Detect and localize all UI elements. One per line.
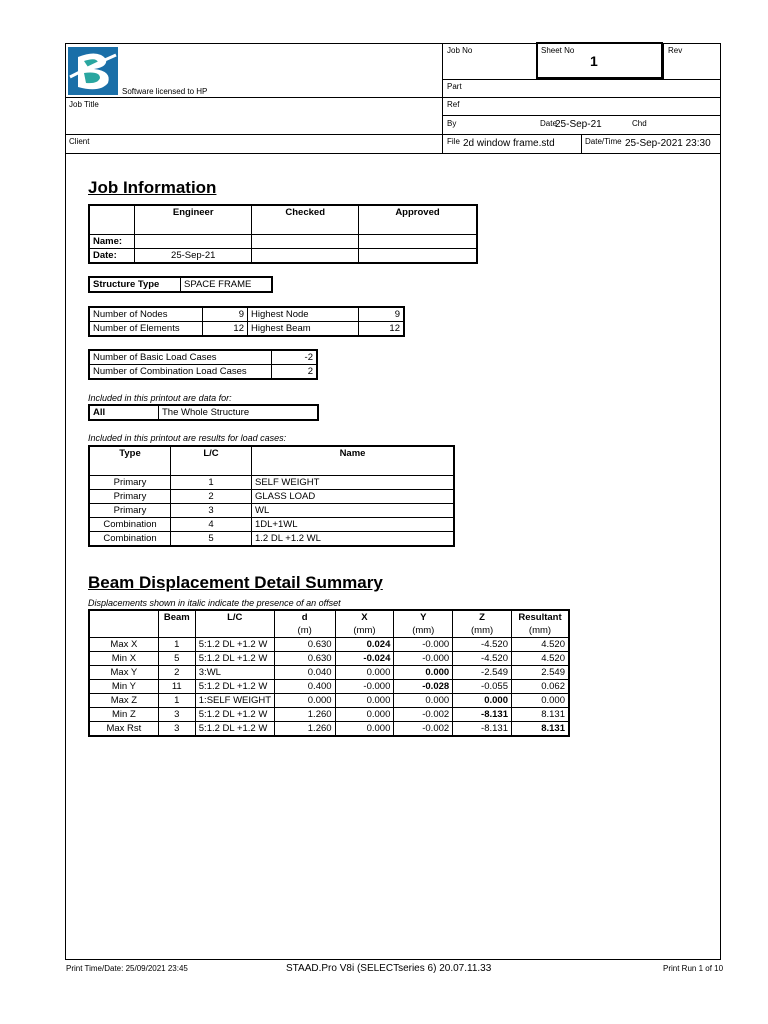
highest-beam-label: Highest Beam bbox=[248, 322, 359, 337]
datetime-label: Date/Time bbox=[585, 137, 622, 146]
job-info-corner bbox=[89, 205, 135, 235]
lc-name: GLASS LOAD bbox=[252, 490, 455, 504]
beam-disp-note: Displacements shown in italic indicate the presence of an offset bbox=[88, 598, 341, 608]
load-cases-table bbox=[88, 445, 455, 547]
bd-resultant: 8.131 bbox=[511, 708, 569, 722]
bd-beam: 5 bbox=[158, 652, 195, 666]
bd-unit-col: (mm) bbox=[394, 624, 453, 638]
bd-header-col: Y bbox=[394, 610, 453, 624]
lc-header-type: Type bbox=[89, 446, 171, 476]
date-approved bbox=[358, 249, 477, 264]
beam-disp-row bbox=[89, 652, 569, 666]
name-approved bbox=[358, 235, 477, 249]
bd-z: -4.520 bbox=[453, 652, 512, 666]
beam-disp-row bbox=[89, 680, 569, 694]
lc-type: Primary bbox=[89, 504, 171, 518]
bd-x: -0.024 bbox=[335, 652, 394, 666]
footer-program: STAAD.Pro V8i (SELECTseries 6) 20.07.11.33 bbox=[286, 963, 492, 974]
bd-unit-col bbox=[195, 624, 274, 638]
highest-node-value: 9 bbox=[359, 307, 405, 322]
beam-disp-table bbox=[88, 609, 570, 737]
bd-lc: 3:WL bbox=[195, 666, 274, 680]
load-case-row bbox=[89, 504, 454, 518]
basic-lc-value: -2 bbox=[272, 350, 318, 365]
bd-lc: 5:1.2 DL +1.2 W bbox=[195, 708, 274, 722]
bd-header-col: X bbox=[335, 610, 394, 624]
nodes-value: 9 bbox=[203, 307, 248, 322]
bentley-logo bbox=[68, 47, 118, 95]
bd-header-col: Beam bbox=[158, 610, 195, 624]
client-label: Client bbox=[69, 137, 90, 146]
included-data-table bbox=[88, 404, 319, 421]
name-engineer bbox=[135, 235, 252, 249]
lc-header-name: Name bbox=[252, 446, 455, 476]
by-label: By bbox=[447, 119, 457, 128]
comb-lc-label: Number of Combination Load Cases bbox=[89, 365, 272, 380]
bd-lc: 1:SELF WEIGHT bbox=[195, 694, 274, 708]
bd-unit-col: (m) bbox=[274, 624, 335, 638]
bd-d: 0.000 bbox=[274, 694, 335, 708]
bd-header-col: L/C bbox=[195, 610, 274, 624]
lc-name: 1DL+1WL bbox=[252, 518, 455, 532]
bd-lc: 5:1.2 DL +1.2 W bbox=[195, 680, 274, 694]
lc-type: Primary bbox=[89, 490, 171, 504]
header-div-rev bbox=[663, 43, 664, 79]
header-bottom-line bbox=[65, 153, 721, 154]
sheet-no-label: Sheet No bbox=[541, 46, 575, 55]
bd-y: -0.002 bbox=[394, 722, 453, 737]
footer-print-time: Print Time/Date: 25/09/2021 23:45 bbox=[66, 964, 188, 973]
structure-type-label: Structure Type bbox=[89, 277, 181, 292]
bd-beam: 11 bbox=[158, 680, 195, 694]
load-case-row bbox=[89, 532, 454, 547]
comb-lc-value: 2 bbox=[272, 365, 318, 380]
structure-type-value: SPACE FRAME bbox=[181, 277, 273, 292]
bd-row-label: Max X bbox=[89, 638, 158, 652]
bd-resultant: 4.520 bbox=[511, 652, 569, 666]
counts-table bbox=[88, 306, 405, 337]
bd-z: 0.000 bbox=[453, 694, 512, 708]
header-line-client bbox=[65, 134, 443, 135]
lc-name: WL bbox=[252, 504, 455, 518]
lc-number: 2 bbox=[171, 490, 252, 504]
lc-name: 1.2 DL +1.2 WL bbox=[252, 532, 455, 547]
bd-header-col: d bbox=[274, 610, 335, 624]
file-value: 2d window frame.std bbox=[463, 138, 555, 149]
bd-x: 0.000 bbox=[335, 722, 394, 737]
loadcase-count-table bbox=[88, 349, 318, 380]
lc-number: 4 bbox=[171, 518, 252, 532]
bd-header-col bbox=[89, 610, 158, 624]
highest-node-label: Highest Node bbox=[248, 307, 359, 322]
bd-x: -0.000 bbox=[335, 680, 394, 694]
beam-disp-row bbox=[89, 694, 569, 708]
beam-disp-row bbox=[89, 638, 569, 652]
basic-lc-label: Number of Basic Load Cases bbox=[89, 350, 272, 365]
beam-disp-heading: Beam Displacement Detail Summary bbox=[88, 573, 383, 592]
header-line-jobtitle bbox=[65, 97, 443, 98]
bd-beam: 3 bbox=[158, 708, 195, 722]
bd-y: -0.000 bbox=[394, 638, 453, 652]
bd-row-label: Min Z bbox=[89, 708, 158, 722]
lc-type: Combination bbox=[89, 532, 171, 547]
bd-row-label: Min Y bbox=[89, 680, 158, 694]
lc-number: 1 bbox=[171, 476, 252, 490]
date-engineer: 25-Sep-21 bbox=[135, 249, 252, 264]
date-checked bbox=[252, 249, 359, 264]
bd-y: 0.000 bbox=[394, 694, 453, 708]
bd-unit-col: (mm) bbox=[335, 624, 394, 638]
bd-resultant: 0.062 bbox=[511, 680, 569, 694]
bd-row-label: Min X bbox=[89, 652, 158, 666]
header-line-ref bbox=[442, 97, 721, 98]
bd-y: 0.000 bbox=[394, 666, 453, 680]
licensed-text: Software licensed to HP bbox=[122, 87, 208, 96]
bd-d: 0.040 bbox=[274, 666, 335, 680]
bd-unit-col bbox=[158, 624, 195, 638]
part-label: Part bbox=[447, 82, 462, 91]
load-case-row bbox=[89, 476, 454, 490]
bd-y: -0.028 bbox=[394, 680, 453, 694]
header-line-by bbox=[442, 115, 721, 116]
bd-unit-col bbox=[89, 624, 158, 638]
date-label: Date bbox=[540, 119, 557, 128]
bd-unit-col: (mm) bbox=[511, 624, 569, 638]
elements-value: 12 bbox=[203, 322, 248, 337]
all-value: The Whole Structure bbox=[159, 405, 319, 420]
ref-label: Ref bbox=[447, 100, 460, 109]
beam-disp-row bbox=[89, 666, 569, 680]
bd-beam: 1 bbox=[158, 694, 195, 708]
header-divider bbox=[442, 43, 443, 153]
header-line-part bbox=[442, 79, 721, 80]
col-approved: Approved bbox=[358, 205, 477, 235]
bd-beam: 3 bbox=[158, 722, 195, 737]
load-case-row bbox=[89, 518, 454, 532]
lc-number: 5 bbox=[171, 532, 252, 547]
bd-x: 0.000 bbox=[335, 666, 394, 680]
date-value: 25-Sep-21 bbox=[555, 119, 602, 130]
bd-lc: 5:1.2 DL +1.2 W bbox=[195, 652, 274, 666]
bd-resultant: 8.131 bbox=[511, 722, 569, 737]
bd-unit-col: (mm) bbox=[453, 624, 512, 638]
bd-y: -0.000 bbox=[394, 652, 453, 666]
all-label: All bbox=[89, 405, 159, 420]
bd-y: -0.002 bbox=[394, 708, 453, 722]
beam-disp-row bbox=[89, 708, 569, 722]
bd-resultant: 0.000 bbox=[511, 694, 569, 708]
row-name-label: Name: bbox=[89, 235, 135, 249]
lc-type: Combination bbox=[89, 518, 171, 532]
bd-resultant: 2.549 bbox=[511, 666, 569, 680]
structure-type-table bbox=[88, 276, 273, 293]
bd-row-label: Max Z bbox=[89, 694, 158, 708]
name-checked bbox=[252, 235, 359, 249]
bd-lc: 5:1.2 DL +1.2 W bbox=[195, 638, 274, 652]
lc-type: Primary bbox=[89, 476, 171, 490]
bd-d: 0.400 bbox=[274, 680, 335, 694]
lc-number: 3 bbox=[171, 504, 252, 518]
datetime-value: 25-Sep-2021 23:30 bbox=[625, 138, 711, 149]
rev-label: Rev bbox=[668, 46, 683, 55]
bd-lc: 5:1.2 DL +1.2 W bbox=[195, 722, 274, 737]
included-results-note: Included in this printout are results for load cases: bbox=[88, 433, 287, 443]
bd-z: -8.131 bbox=[453, 708, 512, 722]
highest-beam-value: 12 bbox=[359, 322, 405, 337]
bd-d: 1.260 bbox=[274, 708, 335, 722]
job-no-label: Job No bbox=[447, 46, 473, 55]
load-case-row bbox=[89, 490, 454, 504]
bd-resultant: 4.520 bbox=[511, 638, 569, 652]
row-date-label: Date: bbox=[89, 249, 135, 264]
file-label: File bbox=[447, 137, 460, 146]
lc-name: SELF WEIGHT bbox=[252, 476, 455, 490]
bd-z: -4.520 bbox=[453, 638, 512, 652]
footer-print-run: Print Run 1 of 10 bbox=[663, 964, 724, 973]
job-info-table bbox=[88, 204, 478, 264]
job-title-label: Job Title bbox=[69, 100, 99, 109]
job-info-heading: Job Information bbox=[88, 178, 217, 197]
bd-header-col: Z bbox=[453, 610, 512, 624]
bd-row-label: Max Rst bbox=[89, 722, 158, 737]
col-engineer: Engineer bbox=[135, 205, 252, 235]
bd-z: -2.549 bbox=[453, 666, 512, 680]
bd-x: 0.000 bbox=[335, 694, 394, 708]
bd-row-label: Max Y bbox=[89, 666, 158, 680]
bd-beam: 1 bbox=[158, 638, 195, 652]
bd-x: 0.000 bbox=[335, 708, 394, 722]
bd-d: 1.260 bbox=[274, 722, 335, 737]
bd-beam: 2 bbox=[158, 666, 195, 680]
col-checked: Checked bbox=[252, 205, 359, 235]
bd-d: 0.630 bbox=[274, 638, 335, 652]
sheet-no-value: 1 bbox=[590, 53, 598, 69]
bd-z: -0.055 bbox=[453, 680, 512, 694]
header-div-datetime bbox=[581, 134, 582, 153]
nodes-label: Number of Nodes bbox=[89, 307, 203, 322]
elements-label: Number of Elements bbox=[89, 322, 203, 337]
bd-z: -8.131 bbox=[453, 722, 512, 737]
included-data-note: Included in this printout are data for: bbox=[88, 393, 232, 403]
bd-d: 0.630 bbox=[274, 652, 335, 666]
lc-header-lc: L/C bbox=[171, 446, 252, 476]
bd-x: 0.024 bbox=[335, 638, 394, 652]
beam-disp-row bbox=[89, 722, 569, 737]
chd-label: Chd bbox=[632, 119, 647, 128]
bd-header-col: Resultant bbox=[511, 610, 569, 624]
